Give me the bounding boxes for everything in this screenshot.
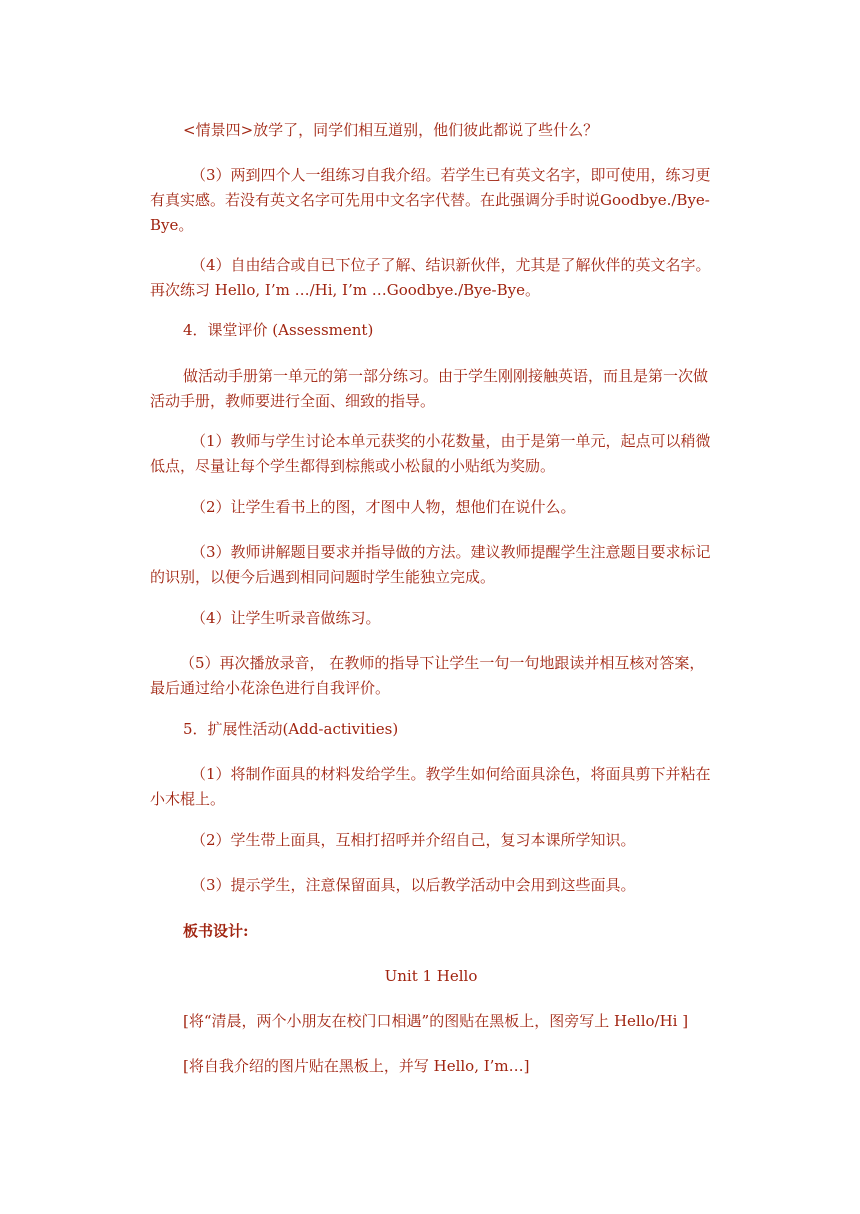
section-5-activities-heading: 5．扩展性活动(Add-activities) [183, 720, 399, 738]
section-4-assessment-heading: 4．课堂评价 (Assessment) [183, 321, 374, 339]
step-3-self-intro-paragraph: （3）两到四个人一组练习自我介绍。若学生已有英文名字，即可使用，练习更有真实感。若没有英文名字可先用中文名字代替。在此强调分手时说Goodbye./Bye-Bye。 [150, 166, 711, 234]
activity-step-3-paragraph: （3）提示学生，注意保留面具，以后教学活动中会用到这些面具。 [191, 876, 636, 894]
blackboard-design-heading: 板书设计: [183, 922, 249, 940]
scenario-four-paragraph: <情景四>放学了，同学们相互道别，他们彼此都说了些什么？ [183, 121, 599, 139]
blackboard-note-2: [将自我介绍的图片贴在黑板上，并写 Hello, I’m…] [183, 1057, 530, 1075]
assessment-step-5-paragraph: （5）再次播放录音， 在教师的指导下让学生一句一句地跟读并相互核对答案，最后通过给小花涂色进行自我评价。 [150, 654, 705, 697]
activity-book-paragraph: 做活动手册第一单元的第一部分练习。由于学生刚刚接触英语，而且是第一次做活动手册，教师要进行全面、细致的指导。 [150, 367, 709, 410]
activity-step-1-paragraph: （1）将制作面具的材料发给学生。教学生如何给面具涂色，将面具剪下并粘在小木棍上。 [150, 765, 711, 808]
step-4-new-partners-paragraph: （4）自由结合或自已下位子了解、结识新伙伴，尤其是了解伙伴的英文名字。再次练习 Hello, I’m …/Hi, I’m …Goodbye./Bye-Bye。 [150, 256, 711, 299]
assessment-step-3-paragraph: （3）教师讲解题目要求并指导做的方法。建议教师提醒学生注意题目要求标记的识别，以便今后遇到相同问题时学生能独立完成。 [150, 543, 711, 586]
assessment-step-4-paragraph: （4）让学生听录音做练习。 [191, 609, 381, 627]
assessment-step-1-paragraph: （1）教师与学生讨论本单元获奖的小花数量，由于是第一单元，起点可以稍微低点，尽量让每个学生都得到棕熊或小松鼠的小贴纸为奖励。 [150, 432, 711, 475]
activity-step-2-paragraph: （2）学生带上面具，互相打招呼并介绍自己，复习本课所学知识。 [191, 831, 636, 849]
unit-title: Unit 1 Hello [384, 967, 478, 985]
assessment-step-2-paragraph: （2）让学生看书上的图，才图中人物，想他们在说什么。 [191, 498, 576, 516]
blackboard-note-1: [将“清晨，两个小朋友在校门口相遇”的图贴在黑板上，图旁写上 Hello/Hi ] [183, 1012, 689, 1030]
